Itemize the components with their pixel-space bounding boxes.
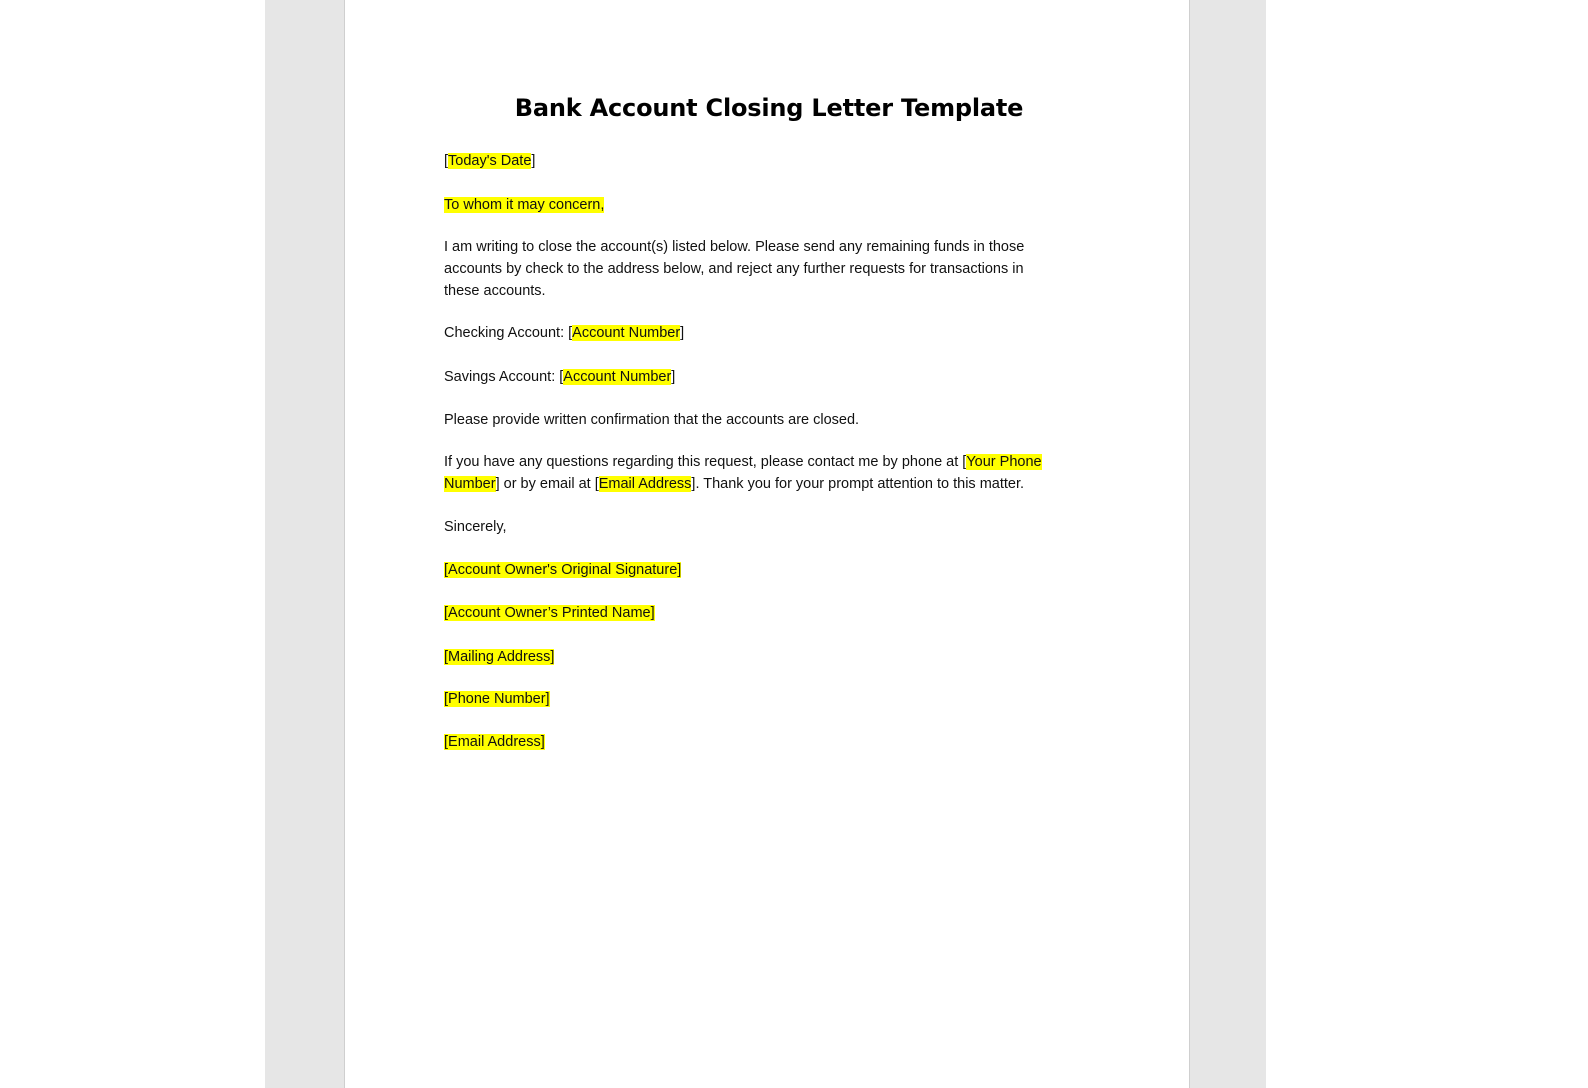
- printed-name-placeholder: [Account Owner’s Printed Name]: [444, 605, 655, 621]
- contact-phone-placeholder-b: Number: [444, 476, 496, 492]
- savings-account-line: Savings Account: [Account Number]: [444, 369, 676, 385]
- savings-account-number: Account Number: [563, 369, 672, 385]
- printed-name-line: [444, 602, 1094, 624]
- savings-account-label: Savings Account:: [444, 369, 560, 385]
- email-address-line: [444, 731, 1094, 753]
- mailing-address-placeholder: [Mailing Address]: [444, 649, 555, 665]
- phone-number-placeholder: [Phone Number]: [444, 691, 550, 707]
- intro-line-1: I am writing to close the account(s) listed below. Please send any remaining funds in those: [444, 239, 1025, 255]
- signature-placeholder: [Account Owner's Original Signature]: [444, 562, 682, 578]
- closing-line: Sincerely,: [444, 519, 507, 535]
- phone-number-line: [444, 688, 1094, 710]
- email-address-placeholder: [Email Address]: [444, 734, 545, 750]
- intro-line-3: these accounts.: [444, 283, 546, 299]
- confirmation-line: Please provide written confirmation that the accounts are closed.: [444, 412, 860, 428]
- checking-account-number: Account Number: [572, 325, 681, 341]
- mailing-address-line: [444, 646, 1094, 668]
- signature-line: [444, 559, 1094, 581]
- date-placeholder: Today's Date: [448, 153, 532, 169]
- intro-line-2: accounts by check to the address below, and reject any further requests for transactions in: [444, 261, 1024, 277]
- document-page: [344, 0, 1190, 1088]
- date-line: [Today's Date]: [444, 153, 536, 169]
- salutation: To whom it may concern,: [444, 197, 605, 213]
- contact-line-2: [444, 473, 1094, 495]
- salutation-line: [444, 194, 1094, 216]
- contact-text-1: If you have any questions regarding this request, please contact me by phone at [: [444, 454, 967, 470]
- contact-text-3: ]. Thank you for your prompt attention to this matter.: [691, 476, 1025, 492]
- contact-phone-placeholder-a: Your Phone: [966, 454, 1042, 470]
- contact-line-1: [444, 451, 1094, 473]
- contact-text-2: ] or by email at [: [495, 476, 599, 492]
- checking-account-label: Checking Account:: [444, 325, 569, 341]
- checking-account-line: Checking Account: [Account Number]: [444, 325, 685, 341]
- contact-email-placeholder: Email Address: [598, 476, 692, 492]
- document-title: Bank Account Closing Letter Template: [514, 94, 1024, 122]
